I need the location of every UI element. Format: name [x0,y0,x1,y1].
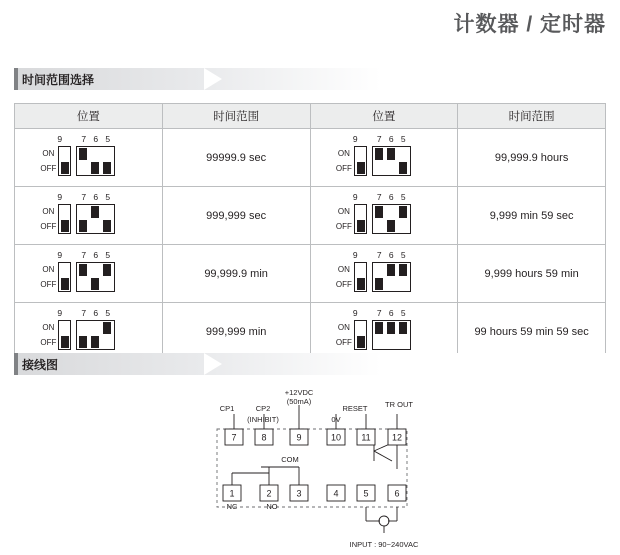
dip-label-on: ON [337,323,350,332]
terminal-4-label: 4 [333,488,339,499]
label-vdc: +12VDC [284,388,314,397]
dip-num-6: 6 [93,308,99,318]
dip-lever-7[interactable] [375,148,383,160]
page-title: 计数器 / 定时器 [453,13,606,36]
dip-label-on: ON [337,149,350,158]
dip-switch-left-row2[interactable] [42,250,134,300]
dip-lever-9[interactable] [357,336,365,348]
cell-position-left-0 [15,129,163,187]
section-bar-arrow-icon [204,68,222,90]
dip-switch-left-row3[interactable] [42,308,134,358]
dip-num-5: 5 [400,250,406,260]
dip-label-off: OFF [335,164,352,173]
table-row [15,245,606,303]
dip-label-off: OFF [335,338,352,347]
label-cp2: CP2 [255,404,271,413]
terminal-10-label: 10 [330,432,342,443]
dip-num-7: 7 [81,192,87,202]
dip-lever-5[interactable] [399,264,407,276]
dip-lever-7[interactable] [79,336,87,348]
dip-lever-7[interactable] [79,264,87,276]
dip-label-on: ON [337,265,350,274]
cell-range-left-0: 99999.9 sec [162,129,310,187]
dip-lever-5[interactable] [399,206,407,218]
dip-num-7: 7 [376,192,382,202]
terminal-9-label: 9 [296,432,302,443]
cell-position-right-3 [310,303,458,361]
label-com: COM [281,455,299,464]
cell-range-right-3: 99 hours 59 min 59 sec [458,303,606,361]
dip-lever-6[interactable] [91,206,99,218]
cell-position-left-2 [15,245,163,303]
dip-label-off: OFF [335,222,352,231]
dip-lever-5[interactable] [399,162,407,174]
dip-num-5: 5 [400,308,406,318]
dip-lever-6[interactable] [91,278,99,290]
label-tr-out: TR OUT [385,400,413,409]
col-header-range-right: 时间范围 [458,104,606,129]
dip-switch-right-row1[interactable] [335,192,430,242]
cell-position-right-1 [310,187,458,245]
section-title-time-range: 时间范围选择 [22,73,95,87]
col-header-position-right: 位置 [310,104,458,129]
dip-lever-7[interactable] [375,322,383,334]
dip-lever-5[interactable] [103,220,111,232]
table-body [15,129,606,361]
dip-num-7: 7 [81,308,87,318]
dip-lever-9[interactable] [357,278,365,290]
terminal-1-label: 1 [229,488,235,499]
label-inhibit: (INHIBIT) [247,415,279,424]
dip-switch-right-row3[interactable] [335,308,430,358]
dip-switch-right-row2[interactable] [335,250,430,300]
dip-lever-5[interactable] [103,162,111,174]
wiring-diagram [14,381,606,551]
dip-num-5: 5 [105,134,111,144]
section-bar-gradient-2 [14,353,606,375]
dip-lever-9[interactable] [61,336,69,348]
dip-num-6: 6 [93,250,99,260]
dip-label-off: OFF [40,164,57,173]
dip-num-9: 9 [57,192,63,202]
col-header-position-left: 位置 [15,104,163,129]
dip-label-on: ON [42,149,55,158]
cell-range-left-3: 999,999 min [162,303,310,361]
cell-position-left-3 [15,303,163,361]
dip-lever-5[interactable] [103,264,111,276]
dip-num-6: 6 [388,192,394,202]
dip-num-6: 6 [388,308,394,318]
dip-num-6: 6 [388,134,394,144]
col-header-range-left: 时间范围 [162,104,310,129]
label-nc: NC [226,502,238,511]
dip-lever-6[interactable] [91,162,99,174]
dip-label-on: ON [42,265,55,274]
cell-range-right-1: 9,999 min 59 sec [458,187,606,245]
cell-range-right-0: 99,999.9 hours [458,129,606,187]
label-input-note: INPUT : 90~240VAC [349,540,419,549]
dip-label-on: ON [337,207,350,216]
dip-num-6: 6 [388,250,394,260]
terminal-6-label: 6 [394,488,400,499]
time-range-table [14,103,606,361]
dip-switch-left-row1[interactable] [42,192,134,242]
dip-lever-9[interactable] [61,162,69,174]
dip-lever-5[interactable] [103,322,111,334]
section-bar-gradient [14,68,606,90]
section-bar-accent-2 [14,353,18,375]
dip-lever-6[interactable] [387,322,395,334]
terminal-2-label: 2 [266,488,272,499]
dip-lever-6[interactable] [91,336,99,348]
label-0v: 0V [331,415,341,424]
dip-num-5: 5 [105,192,111,202]
dip-num-9: 9 [352,192,358,202]
terminal-3-label: 3 [296,488,302,499]
dip-num-7: 7 [376,250,382,260]
label-no: NO [266,502,278,511]
cell-range-left-2: 99,999.9 min [162,245,310,303]
dip-num-9: 9 [57,308,63,318]
cell-range-left-1: 999,999 sec [162,187,310,245]
dip-num-5: 5 [105,308,111,318]
dip-num-9: 9 [57,250,63,260]
dip-num-6: 6 [93,134,99,144]
dip-switch-right-row0[interactable] [335,134,430,184]
dip-label-off: OFF [40,222,57,231]
label-cp1: CP1 [219,404,235,413]
cell-position-right-0 [310,129,458,187]
dip-num-5: 5 [105,250,111,260]
label-vdc-sub: (50mA) [286,397,312,406]
dip-lever-5[interactable] [399,322,407,334]
dip-label-on: ON [42,323,55,332]
terminal-12-label: 12 [391,432,403,443]
dip-num-9: 9 [352,250,358,260]
label-reset: RESET [342,404,368,413]
dip-label-off: OFF [40,280,57,289]
dip-num-5: 5 [400,192,406,202]
cell-position-left-1 [15,187,163,245]
section-header-wiring [14,353,606,375]
dip-lever-7[interactable] [375,278,383,290]
dip-num-7: 7 [376,134,382,144]
section-bar-accent [14,68,18,90]
dip-num-7: 7 [376,308,382,318]
dip-lever-6[interactable] [387,264,395,276]
dip-lever-9[interactable] [357,220,365,232]
terminal-5-label: 5 [363,488,369,499]
dip-num-7: 7 [81,250,87,260]
table-row [15,303,606,361]
section-header-time-range [14,68,606,90]
dip-lever-9[interactable] [357,162,365,174]
terminal-11-label: 11 [361,432,371,443]
cell-range-right-2: 9,999 hours 59 min [458,245,606,303]
section-title-wiring: 接线图 [22,358,59,372]
dip-num-9: 9 [352,308,358,318]
dip-num-6: 6 [93,192,99,202]
dip-num-9: 9 [352,134,358,144]
table-header-row [15,104,606,129]
dip-num-7: 7 [81,134,87,144]
dip-num-5: 5 [400,134,406,144]
dip-label-off: OFF [335,280,352,289]
dip-lever-7[interactable] [79,148,87,160]
terminal-7-label: 7 [231,432,237,443]
terminal-8-label: 8 [261,432,267,443]
dip-label-on: ON [42,207,55,216]
dip-switch-left-row0[interactable] [42,134,134,184]
dip-lever-6[interactable] [387,148,395,160]
table-row [15,129,606,187]
dip-lever-7[interactable] [79,220,87,232]
dip-lever-6[interactable] [387,220,395,232]
dip-lever-7[interactable] [375,206,383,218]
dip-num-9: 9 [57,134,63,144]
table-row [15,187,606,245]
dip-lever-9[interactable] [61,278,69,290]
dip-lever-9[interactable] [61,220,69,232]
dip-label-off: OFF [40,338,57,347]
section-bar-arrow-icon-2 [204,353,222,375]
cell-position-right-2 [310,245,458,303]
